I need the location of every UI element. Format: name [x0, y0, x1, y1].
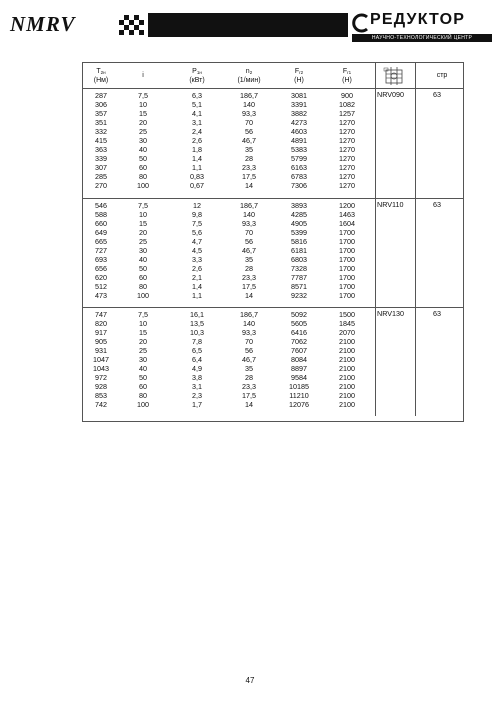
- table-row: [83, 172, 463, 181]
- cell-n2: 186,7: [240, 91, 258, 100]
- cell-n2: 23,3: [242, 163, 256, 172]
- cell-t2n: 473: [95, 291, 107, 300]
- table-row: [83, 109, 463, 118]
- table-row: [83, 328, 463, 337]
- header-p1n: $P_{1н}$ (кВт): [189, 67, 205, 84]
- cell-fr1: 1082: [339, 100, 355, 109]
- page-number: 47: [245, 676, 255, 685]
- cell-p1n: 1,4: [192, 154, 202, 163]
- cell-ratio: 100: [137, 291, 149, 300]
- cell-ratio: 7,5: [138, 310, 148, 319]
- page-reference: 63: [433, 309, 441, 318]
- cell-ratio: 50: [139, 154, 147, 163]
- cell-fr2: 6783: [291, 172, 307, 181]
- reduktor-logo-icon: [352, 13, 372, 33]
- cell-fr1: 1604: [339, 219, 355, 228]
- cell-p1n: 5,6: [192, 228, 202, 237]
- cell-p1n: 4,9: [192, 364, 202, 373]
- cell-p1n: 2,3: [192, 391, 202, 400]
- cell-fr1: 2100: [339, 364, 355, 373]
- cell-ratio: 40: [139, 364, 147, 373]
- table-row: [83, 282, 463, 291]
- cell-fr1: 1500: [339, 310, 355, 319]
- cell-t2n: 1047: [93, 355, 109, 364]
- cell-fr1: 2100: [339, 355, 355, 364]
- cell-t2n: 1043: [93, 364, 109, 373]
- cell-ratio: 25: [139, 127, 147, 136]
- cell-fr1: 2070: [339, 328, 355, 337]
- cell-t2n: 972: [95, 373, 107, 382]
- cell-t2n: 357: [95, 109, 107, 118]
- cell-fr2: 8897: [291, 364, 307, 373]
- table-row: [83, 237, 463, 246]
- cell-fr1: 1700: [339, 291, 355, 300]
- cell-n2: 23,3: [242, 382, 256, 391]
- cell-n2: 46,7: [242, 136, 256, 145]
- header-band: [148, 13, 348, 37]
- cell-n2: 93,3: [242, 219, 256, 228]
- cell-p1n: 5,1: [192, 100, 202, 109]
- table-row: [83, 364, 463, 373]
- header-divider: [415, 63, 416, 89]
- cell-fr1: 2100: [339, 373, 355, 382]
- cell-t2n: 307: [95, 163, 107, 172]
- cell-t2n: 546: [95, 201, 107, 210]
- cell-ratio: 40: [139, 255, 147, 264]
- cell-n2: 186,7: [240, 310, 258, 319]
- table-row: [83, 136, 463, 145]
- cell-fr2: 8084: [291, 355, 307, 364]
- table-row: [83, 246, 463, 255]
- cell-fr1: 1700: [339, 282, 355, 291]
- header-n2: $n_2$ (1/мин): [237, 67, 261, 84]
- header-fr1: $F_{r1}$ (Н): [342, 67, 352, 84]
- cell-n2: 28: [245, 373, 253, 382]
- cell-fr1: 1700: [339, 255, 355, 264]
- cell-fr1: 1270: [339, 136, 355, 145]
- cell-ratio: 15: [139, 328, 147, 337]
- table-row: [83, 255, 463, 264]
- cell-t2n: 332: [95, 127, 107, 136]
- cell-n2: 17,5: [242, 391, 256, 400]
- cell-fr2: 7607: [291, 346, 307, 355]
- cell-fr2: 6163: [291, 163, 307, 172]
- cell-p1n: 7,8: [192, 337, 202, 346]
- cell-t2n: 742: [95, 400, 107, 409]
- table-row: [83, 118, 463, 127]
- cell-p1n: 1,8: [192, 145, 202, 154]
- table-row: [83, 382, 463, 391]
- cell-fr2: 10185: [289, 382, 309, 391]
- cell-ratio: 60: [139, 163, 147, 172]
- cell-ratio: 30: [139, 136, 147, 145]
- cell-p1n: 0,67: [190, 181, 204, 190]
- cell-fr2: 11210: [289, 391, 309, 400]
- model-group-nrv130: [83, 307, 463, 416]
- cell-t2n: 931: [95, 346, 107, 355]
- table-row: [83, 273, 463, 282]
- cell-fr2: 4285: [291, 210, 307, 219]
- cell-p1n: 4,7: [192, 237, 202, 246]
- cell-ratio: 80: [139, 391, 147, 400]
- table-row: [83, 100, 463, 109]
- cell-ratio: 20: [139, 228, 147, 237]
- cell-p1n: 6,5: [192, 346, 202, 355]
- cell-p1n: 1,1: [192, 291, 202, 300]
- cell-fr2: 6416: [291, 328, 307, 337]
- cell-fr1: 2100: [339, 337, 355, 346]
- cell-fr2: 4905: [291, 219, 307, 228]
- cell-fr2: 12076: [289, 400, 309, 409]
- cell-t2n: 415: [95, 136, 107, 145]
- cell-ratio: 15: [139, 219, 147, 228]
- cell-n2: 140: [243, 210, 255, 219]
- cell-p1n: 6,4: [192, 355, 202, 364]
- header-fr2: $F_{r2}$ (Н): [294, 67, 304, 84]
- cell-ratio: 30: [139, 355, 147, 364]
- header-page: стр: [436, 72, 448, 79]
- table-row: [83, 400, 463, 409]
- cell-t2n: 693: [95, 255, 107, 264]
- table-row: [83, 163, 463, 172]
- cell-n2: 56: [245, 346, 253, 355]
- cell-n2: 17,5: [242, 282, 256, 291]
- cell-fr1: 1270: [339, 163, 355, 172]
- cell-n2: 35: [245, 145, 253, 154]
- cell-fr2: 3081: [291, 91, 307, 100]
- cell-fr1: 900: [341, 91, 353, 100]
- cell-fr2: 4891: [291, 136, 307, 145]
- cell-fr1: 1463: [339, 210, 355, 219]
- cell-fr2: 6181: [291, 246, 307, 255]
- cell-ratio: 10: [139, 319, 147, 328]
- logo-wordmark: РЕДУКТОР: [370, 11, 466, 28]
- cell-n2: 56: [245, 237, 253, 246]
- cell-fr1: 1845: [339, 319, 355, 328]
- cell-fr1: 1700: [339, 264, 355, 273]
- cell-t2n: 917: [95, 328, 107, 337]
- cell-n2: 93,3: [242, 328, 256, 337]
- cell-ratio: 60: [139, 382, 147, 391]
- cell-fr2: 3882: [291, 109, 307, 118]
- cell-n2: 14: [245, 181, 253, 190]
- cell-t2n: 620: [95, 273, 107, 282]
- cell-ratio: 50: [139, 373, 147, 382]
- table-row: [83, 145, 463, 154]
- cell-fr1: 1270: [339, 145, 355, 154]
- logo-subtitle: НАУЧНО-ТЕХНОЛОГИЧЕСКИЙ ЦЕНТР: [352, 34, 492, 42]
- cell-n2: 46,7: [242, 355, 256, 364]
- cell-p1n: 2,4: [192, 127, 202, 136]
- cell-t2n: 656: [95, 264, 107, 273]
- cell-p1n: 7,5: [192, 219, 202, 228]
- cell-fr1: 1700: [339, 273, 355, 282]
- cell-t2n: 649: [95, 228, 107, 237]
- cell-fr2: 4273: [291, 118, 307, 127]
- table-row: [83, 319, 463, 328]
- cell-n2: 186,7: [240, 201, 258, 210]
- cell-fr2: 5399: [291, 228, 307, 237]
- cell-n2: 23,3: [242, 273, 256, 282]
- model-label: NRV090: [377, 90, 405, 99]
- gearbox-mounting-icon: [383, 66, 405, 86]
- cell-fr2: 7787: [291, 273, 307, 282]
- column-divider: [375, 308, 376, 416]
- table-row: [83, 181, 463, 190]
- table-row: [83, 219, 463, 228]
- cell-ratio: 10: [139, 210, 147, 219]
- column-divider: [415, 199, 416, 307]
- table-row: [83, 355, 463, 364]
- cell-fr2: 5092: [291, 310, 307, 319]
- cell-ratio: 20: [139, 337, 147, 346]
- table-row: [83, 291, 463, 300]
- header-ratio: i: [142, 72, 144, 79]
- table-row: [83, 154, 463, 163]
- cell-t2n: 820: [95, 319, 107, 328]
- cell-fr1: 1200: [339, 201, 355, 210]
- table-header-row: [83, 63, 463, 89]
- cell-ratio: 25: [139, 346, 147, 355]
- table-row: [83, 127, 463, 136]
- cell-ratio: 100: [137, 400, 149, 409]
- header-divider: [375, 63, 376, 89]
- cell-t2n: 363: [95, 145, 107, 154]
- cell-p1n: 1,4: [192, 282, 202, 291]
- table-row: [83, 310, 463, 319]
- cell-ratio: 25: [139, 237, 147, 246]
- cell-p1n: 16,1: [190, 310, 204, 319]
- cell-ratio: 15: [139, 109, 147, 118]
- reduktor-logo: [352, 13, 492, 43]
- cell-n2: 14: [245, 291, 253, 300]
- cell-fr1: 1270: [339, 118, 355, 127]
- header-mounting: [377, 63, 411, 89]
- cell-fr1: 1257: [339, 109, 355, 118]
- cell-t2n: 270: [95, 181, 107, 190]
- cell-p1n: 3,1: [192, 118, 202, 127]
- cell-t2n: 351: [95, 118, 107, 127]
- cell-ratio: 80: [139, 172, 147, 181]
- table-row: [83, 91, 463, 100]
- cell-n2: 140: [243, 319, 255, 328]
- cell-t2n: 665: [95, 237, 107, 246]
- cell-ratio: 100: [137, 181, 149, 190]
- cell-fr1: 1700: [339, 246, 355, 255]
- cell-p1n: 1,1: [192, 163, 202, 172]
- cell-fr2: 9584: [291, 373, 307, 382]
- cell-t2n: 928: [95, 382, 107, 391]
- cell-n2: 93,3: [242, 109, 256, 118]
- cell-fr2: 7062: [291, 337, 307, 346]
- cell-p1n: 2,6: [192, 136, 202, 145]
- cell-t2n: 727: [95, 246, 107, 255]
- cell-t2n: 512: [95, 282, 107, 291]
- model-group-nrv110: [83, 198, 463, 307]
- cell-ratio: 10: [139, 100, 147, 109]
- cell-ratio: 30: [139, 246, 147, 255]
- model-label: NRV130: [377, 309, 405, 318]
- column-divider: [375, 89, 376, 198]
- cell-t2n: 339: [95, 154, 107, 163]
- cell-fr2: 6803: [291, 255, 307, 264]
- cell-ratio: 50: [139, 264, 147, 273]
- cell-t2n: 747: [95, 310, 107, 319]
- cell-p1n: 3,1: [192, 382, 202, 391]
- cell-p1n: 10,3: [190, 328, 204, 337]
- cell-t2n: 660: [95, 219, 107, 228]
- cell-n2: 28: [245, 154, 253, 163]
- cell-fr2: 9232: [291, 291, 307, 300]
- page-header: [0, 0, 500, 44]
- cell-n2: 70: [245, 337, 253, 346]
- cell-fr1: 2100: [339, 382, 355, 391]
- cell-fr1: 1700: [339, 237, 355, 246]
- cell-p1n: 9,8: [192, 210, 202, 219]
- cell-t2n: 853: [95, 391, 107, 400]
- cell-t2n: 287: [95, 91, 107, 100]
- column-divider: [375, 199, 376, 307]
- cell-fr1: 1270: [339, 127, 355, 136]
- column-divider: [415, 89, 416, 198]
- cell-n2: 140: [243, 100, 255, 109]
- cell-fr2: 4603: [291, 127, 307, 136]
- cell-fr2: 7328: [291, 264, 307, 273]
- cell-fr2: 7306: [291, 181, 307, 190]
- cell-fr1: 1270: [339, 172, 355, 181]
- header-t2n: $T_{2н}$ (Нм): [93, 67, 109, 84]
- cell-fr2: 3391: [291, 100, 307, 109]
- cell-n2: 28: [245, 264, 253, 273]
- cell-ratio: 20: [139, 118, 147, 127]
- cell-n2: 17,5: [242, 172, 256, 181]
- cell-fr1: 1270: [339, 154, 355, 163]
- cell-t2n: 905: [95, 337, 107, 346]
- cell-fr2: 5383: [291, 145, 307, 154]
- table-row: [83, 346, 463, 355]
- page-reference: 63: [433, 90, 441, 99]
- cell-fr2: 5605: [291, 319, 307, 328]
- cell-n2: 56: [245, 127, 253, 136]
- cell-ratio: 40: [139, 145, 147, 154]
- cell-ratio: 7,5: [138, 201, 148, 210]
- model-label: NRV110: [377, 200, 404, 209]
- cell-n2: 14: [245, 400, 253, 409]
- cell-n2: 46,7: [242, 246, 256, 255]
- cell-fr1: 2100: [339, 400, 355, 409]
- cell-p1n: 4,5: [192, 246, 202, 255]
- cell-fr1: 2100: [339, 346, 355, 355]
- cell-p1n: 2,6: [192, 264, 202, 273]
- cell-t2n: 285: [95, 172, 107, 181]
- cell-p1n: 6,3: [192, 91, 202, 100]
- cell-fr1: 1270: [339, 181, 355, 190]
- table-row: [83, 228, 463, 237]
- cell-fr1: 2100: [339, 391, 355, 400]
- cell-ratio: 7,5: [138, 91, 148, 100]
- cell-t2n: 588: [95, 210, 107, 219]
- cell-p1n: 13,5: [190, 319, 204, 328]
- cell-n2: 35: [245, 255, 253, 264]
- cell-ratio: 60: [139, 273, 147, 282]
- cell-n2: 70: [245, 118, 253, 127]
- cell-n2: 35: [245, 364, 253, 373]
- table-row: [83, 373, 463, 382]
- cell-fr2: 5799: [291, 154, 307, 163]
- cell-ratio: 80: [139, 282, 147, 291]
- cell-p1n: 4,1: [192, 109, 202, 118]
- cell-p1n: 12: [193, 201, 201, 210]
- column-divider: [415, 308, 416, 416]
- cell-p1n: 3,8: [192, 373, 202, 382]
- cell-p1n: 0,83: [190, 172, 204, 181]
- cell-t2n: 306: [95, 100, 107, 109]
- page-reference: 63: [433, 200, 441, 209]
- model-group-nrv090: [83, 89, 463, 198]
- table-row: [83, 391, 463, 400]
- cell-fr1: 1700: [339, 228, 355, 237]
- brand-title: NMRV: [10, 12, 76, 36]
- table-row: [83, 264, 463, 273]
- cell-fr2: 3893: [291, 201, 307, 210]
- table-row: [83, 337, 463, 346]
- cell-fr2: 8571: [291, 282, 307, 291]
- cell-p1n: 2,1: [192, 273, 202, 282]
- cell-fr2: 5816: [291, 237, 307, 246]
- table-row: [83, 210, 463, 219]
- table-row: [83, 201, 463, 210]
- specs-table: [82, 62, 464, 422]
- cell-p1n: 3,3: [192, 255, 202, 264]
- cell-p1n: 1,7: [192, 400, 202, 409]
- cell-n2: 70: [245, 228, 253, 237]
